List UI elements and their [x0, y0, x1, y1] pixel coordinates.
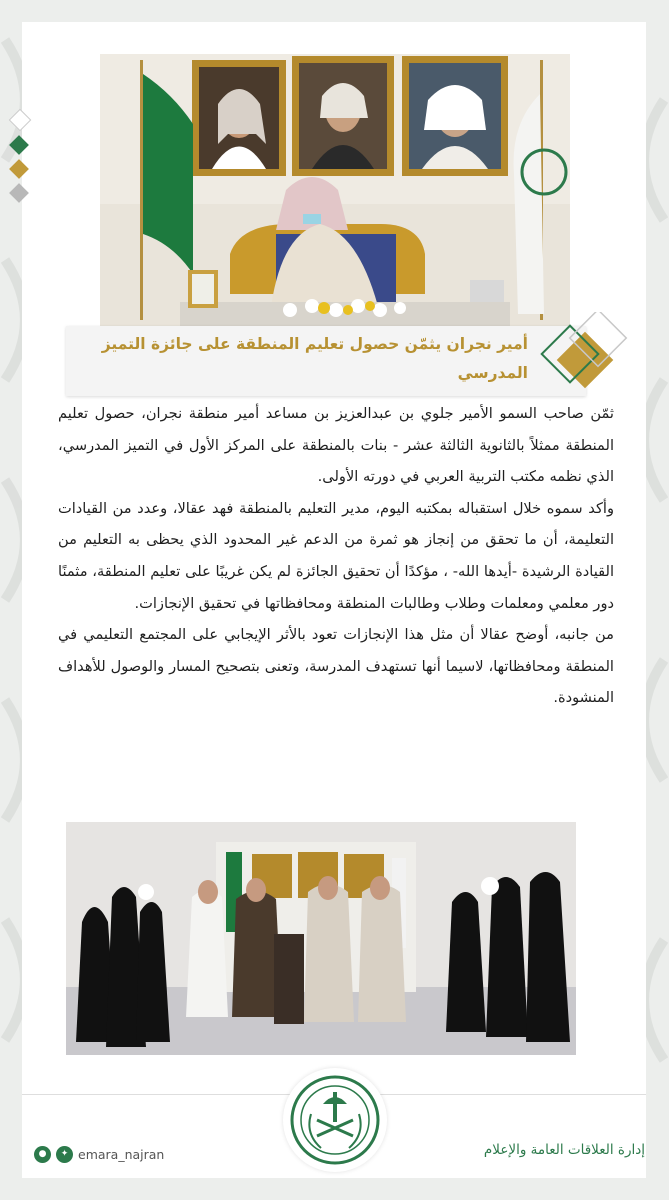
group-photo [66, 822, 576, 1055]
page-title: أمير نجران يثمّن حصول تعليم المنطقة على جائزة التميز المدرسي [101, 335, 528, 382]
diamond-grey [9, 183, 29, 203]
footer-social [34, 1144, 164, 1164]
paragraph-2: وأكد سموه خلال استقباله بمكتبه اليوم، مدير التعليم بالمنطقة فهد عقالا، وعدد من القيادات التعليمة، أن ما تحقق من إنجاز هو ثمرة من الدعم غير المحدود الذي يحظى به التعليم من القيادة الرشيدة -أيدها الله- ، مؤكدًا أن تحقيق الجائزة لم يكن غريبًا على تعليم المنطقة، مثمنًا دور معلمي ومعلمات وطلاب وطالبات المنطقة ومحافظاتها في تحقيق الإنجازات. [58, 499, 614, 612]
article-body [58, 398, 614, 714]
diamond-gold [9, 159, 29, 179]
diamond-white [9, 109, 32, 132]
twitter-icon[interactable]: ✦ [56, 1146, 73, 1163]
department-name: إدارة العلاقات العامة والإعلام [483, 1142, 645, 1158]
side-diamonds [6, 112, 34, 210]
social-handle[interactable]: emara_najran [78, 1146, 165, 1162]
snapchat-icon[interactable]: ● [34, 1146, 51, 1163]
diamond-green [9, 135, 29, 155]
title-box [66, 326, 586, 396]
paragraph-3: من جانبه، أوضح عقالا أن مثل هذا الإنجازات تعود بالأثر الإيجابي على المجتمع التعليمي في المنطقة ومحافظاتها، لاسيما أنها تستهدف المدرسة، وتعنى بتصحيح المسار والوصول للأهداف المنشودة. [58, 626, 614, 707]
emblem-logo [283, 1068, 387, 1172]
top-photo [100, 54, 570, 326]
title-diamonds [532, 312, 642, 412]
paragraph-1: ثمّن صاحب السمو الأمير جلوي بن عبدالعزيز بن مساعد أمير منطقة نجران، حصول تعليم المنطقة ممثلاً بالثانوية الثالثة عشر - بنات بالمنطقة على المركز الأول في التميز المدرسي، الذي نظمه مكتب التربية العربي في دورته الأولى. [58, 405, 614, 486]
